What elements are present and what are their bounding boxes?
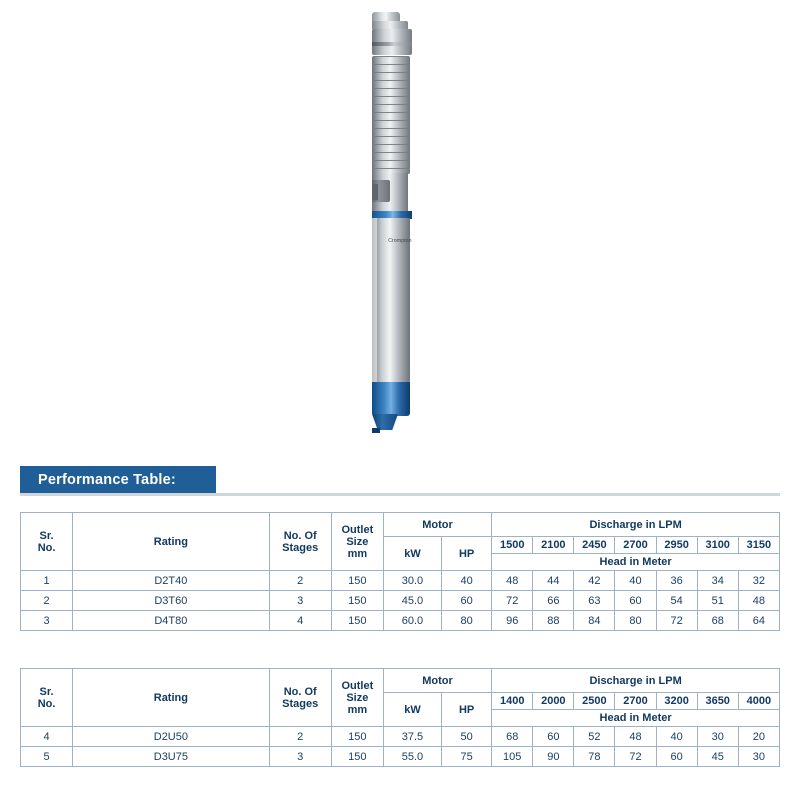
cell-kw: 60.0 bbox=[383, 611, 441, 631]
cell-head: 68 bbox=[492, 727, 533, 747]
header-outlet-size bbox=[331, 513, 383, 571]
pump-neck-band bbox=[372, 42, 412, 46]
header-sr-line2: No. bbox=[37, 541, 56, 554]
cell-head: 48 bbox=[738, 591, 779, 611]
header-discharge-col: 4000 bbox=[738, 693, 779, 710]
header-outlet-line1: Outlet bbox=[341, 679, 374, 692]
cell-kw: 30.0 bbox=[383, 571, 441, 591]
header-discharge-col: 2500 bbox=[574, 693, 615, 710]
cell-head: 20 bbox=[738, 727, 779, 747]
cell-head: 72 bbox=[615, 747, 656, 767]
cell-head: 52 bbox=[574, 727, 615, 747]
table-row bbox=[21, 571, 780, 591]
cell-head: 48 bbox=[615, 727, 656, 747]
cell-head: 30 bbox=[697, 727, 738, 747]
cell-head: 66 bbox=[533, 591, 574, 611]
header-discharge-col: 3100 bbox=[697, 537, 738, 554]
performance-table-2 bbox=[20, 668, 780, 767]
cell-head: 34 bbox=[697, 571, 738, 591]
cell-outlet: 150 bbox=[331, 727, 383, 747]
cell-head: 84 bbox=[574, 611, 615, 631]
cell-head: 60 bbox=[615, 591, 656, 611]
cell-outlet: 150 bbox=[331, 611, 383, 631]
cell-rating: D2U50 bbox=[73, 727, 270, 747]
header-motor: Motor bbox=[383, 513, 491, 537]
cell-kw: 55.0 bbox=[383, 747, 441, 767]
cell-hp: 50 bbox=[442, 727, 492, 747]
cell-sr: 2 bbox=[21, 591, 73, 611]
header-hp: HP bbox=[442, 693, 492, 727]
header-stages-line2: Stages bbox=[282, 697, 319, 710]
cell-head: 36 bbox=[656, 571, 697, 591]
cell-rating: D4T80 bbox=[73, 611, 270, 631]
header-outlet-line1: Outlet bbox=[341, 523, 374, 536]
cell-stages: 2 bbox=[269, 727, 331, 747]
header-outlet-line3: mm bbox=[347, 547, 368, 560]
submersible-pump-illustration bbox=[372, 12, 428, 430]
cell-hp: 75 bbox=[442, 747, 492, 767]
header-sr-line2: No. bbox=[37, 697, 56, 710]
cell-head: 44 bbox=[533, 571, 574, 591]
cell-stages: 2 bbox=[269, 571, 331, 591]
cell-kw: 45.0 bbox=[383, 591, 441, 611]
cell-head: 30 bbox=[738, 747, 779, 767]
header-kw: kW bbox=[383, 537, 441, 571]
header-discharge-col: 3150 bbox=[738, 537, 779, 554]
cell-head: 32 bbox=[738, 571, 779, 591]
header-stages-line1: No. Of bbox=[283, 529, 317, 542]
header-kw: kW bbox=[383, 693, 441, 727]
header-sr-no bbox=[21, 669, 73, 727]
cell-head: 72 bbox=[656, 611, 697, 631]
cell-kw: 37.5 bbox=[383, 727, 441, 747]
cell-head: 88 bbox=[533, 611, 574, 631]
header-head-in-meter: Head in Meter bbox=[492, 554, 780, 571]
cell-head: 48 bbox=[492, 571, 533, 591]
cell-sr: 4 bbox=[21, 727, 73, 747]
table-row bbox=[21, 591, 780, 611]
cell-rating: D3T60 bbox=[73, 591, 270, 611]
header-outlet-size bbox=[331, 669, 383, 727]
cell-hp: 60 bbox=[442, 591, 492, 611]
cell-head: 60 bbox=[656, 747, 697, 767]
cell-head: 96 bbox=[492, 611, 533, 631]
cell-rating: D2T40 bbox=[73, 571, 270, 591]
header-discharge-col: 1500 bbox=[492, 537, 533, 554]
cell-head: 51 bbox=[697, 591, 738, 611]
header-discharge-col: 2700 bbox=[615, 693, 656, 710]
header-stages-line1: No. Of bbox=[283, 685, 317, 698]
table-row bbox=[21, 727, 780, 747]
header-no-of-stages bbox=[269, 669, 331, 727]
header-rating: Rating bbox=[73, 669, 270, 727]
header-discharge-col: 2700 bbox=[615, 537, 656, 554]
header-discharge-col: 3650 bbox=[697, 693, 738, 710]
cell-head: 64 bbox=[738, 611, 779, 631]
cell-rating: D3U75 bbox=[73, 747, 270, 767]
header-discharge-col: 2000 bbox=[533, 693, 574, 710]
pump-foot-pin bbox=[372, 428, 380, 433]
header-head-in-meter: Head in Meter bbox=[492, 710, 780, 727]
cell-stages: 4 bbox=[269, 611, 331, 631]
cell-head: 80 bbox=[615, 611, 656, 631]
cell-head: 60 bbox=[533, 727, 574, 747]
header-rating: Rating bbox=[73, 513, 270, 571]
performance-table-1 bbox=[20, 512, 780, 631]
header-motor: Motor bbox=[383, 669, 491, 693]
table-row bbox=[21, 747, 780, 767]
header-discharge-col: 2100 bbox=[533, 537, 574, 554]
cell-hp: 40 bbox=[442, 571, 492, 591]
header-stages-line2: Stages bbox=[282, 541, 319, 554]
header-sr-no bbox=[21, 513, 73, 571]
cell-stages: 3 bbox=[269, 747, 331, 767]
header-outlet-line2: Size bbox=[346, 535, 369, 548]
cell-head: 45 bbox=[697, 747, 738, 767]
cell-outlet: 150 bbox=[331, 747, 383, 767]
header-outlet-line2: Size bbox=[346, 691, 369, 704]
header-discharge-lpm: Discharge in LPM bbox=[492, 513, 780, 537]
brand-label: Crompton bbox=[388, 238, 412, 244]
performance-table-heading bbox=[20, 466, 216, 496]
cell-head: 40 bbox=[656, 727, 697, 747]
cell-head: 63 bbox=[574, 591, 615, 611]
header-discharge-col: 2450 bbox=[574, 537, 615, 554]
cell-outlet: 150 bbox=[331, 591, 383, 611]
header-discharge-col: 3200 bbox=[656, 693, 697, 710]
header-discharge-col: 1400 bbox=[492, 693, 533, 710]
header-outlet-line3: mm bbox=[347, 703, 368, 716]
cell-stages: 3 bbox=[269, 591, 331, 611]
header-discharge-lpm: Discharge in LPM bbox=[492, 669, 780, 693]
header-sr-line1: Sr. bbox=[39, 529, 54, 542]
cell-head: 68 bbox=[697, 611, 738, 631]
pump-suction-slot-right bbox=[372, 184, 378, 200]
cell-sr: 3 bbox=[21, 611, 73, 631]
cell-head: 40 bbox=[615, 571, 656, 591]
pump-motor-highlight bbox=[372, 218, 377, 382]
cell-head: 90 bbox=[533, 747, 574, 767]
cell-sr: 1 bbox=[21, 571, 73, 591]
pump-stage-stack bbox=[372, 56, 410, 174]
cell-head: 54 bbox=[656, 591, 697, 611]
cell-hp: 80 bbox=[442, 611, 492, 631]
header-hp: HP bbox=[442, 537, 492, 571]
header-sr-line1: Sr. bbox=[39, 685, 54, 698]
cell-head: 105 bbox=[492, 747, 533, 767]
pump-motor-base bbox=[372, 382, 410, 416]
cell-sr: 5 bbox=[21, 747, 73, 767]
page-title: Performance Table: bbox=[38, 471, 176, 488]
cell-head: 78 bbox=[574, 747, 615, 767]
cell-head: 72 bbox=[492, 591, 533, 611]
header-discharge-col: 2950 bbox=[656, 537, 697, 554]
cell-outlet: 150 bbox=[331, 571, 383, 591]
table-row bbox=[21, 611, 780, 631]
cell-head: 42 bbox=[574, 571, 615, 591]
header-no-of-stages bbox=[269, 513, 331, 571]
